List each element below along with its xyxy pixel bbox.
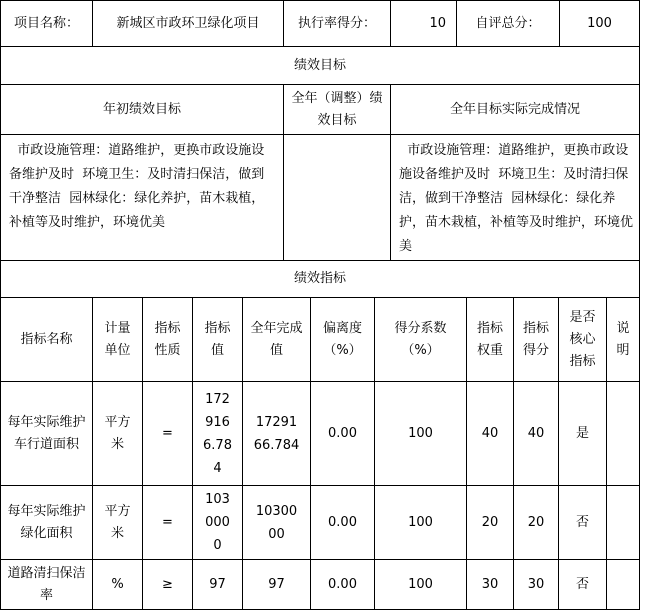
self-evaluation-label: 自评总分： bbox=[457, 0, 560, 47]
col-header-target-value: 指标值 bbox=[193, 298, 243, 382]
row2-nature: = bbox=[143, 486, 193, 560]
col-header-deviation: 偏离度（%） bbox=[311, 298, 375, 382]
adjusted-goal-header: 全年（调整）绩效目标 bbox=[284, 85, 391, 135]
row3-unit: % bbox=[93, 560, 143, 610]
row1-is-core: 是 bbox=[559, 382, 607, 486]
row2-weight: 20 bbox=[467, 486, 514, 560]
initial-goal-text: 市政设施管理：道路维护，更换市政设施设备维护及时 环境卫生：及时清扫保洁，做到干净整洁 园林绿化：绿化养护，苗木栽植，补植等及时维护，环境优美 bbox=[0, 135, 284, 261]
adjusted-goal-text bbox=[284, 135, 391, 261]
row2-is-core: 否 bbox=[559, 486, 607, 560]
row3-notes bbox=[607, 560, 640, 610]
row1-score: 40 bbox=[514, 382, 559, 486]
row3-weight: 30 bbox=[467, 560, 514, 610]
row1-weight: 40 bbox=[467, 382, 514, 486]
row2-score: 20 bbox=[514, 486, 559, 560]
row3-score: 30 bbox=[514, 560, 559, 610]
execution-rate-label: 执行率得分： bbox=[284, 0, 391, 47]
execution-rate-value: 10 bbox=[391, 0, 457, 47]
row3-nature: ≥ bbox=[143, 560, 193, 610]
row2-actual-value: 1030000 bbox=[243, 486, 311, 560]
row2-indicator-name: 每年实际维护绿化面积 bbox=[0, 486, 93, 560]
col-header-score: 指标得分 bbox=[514, 298, 559, 382]
goals-section-title: 绩效目标 bbox=[0, 47, 640, 85]
col-header-score-coefficient: 得分系数（%） bbox=[375, 298, 467, 382]
row1-nature: = bbox=[143, 382, 193, 486]
row1-actual-value: 1729166.784 bbox=[243, 382, 311, 486]
row3-actual-value: 97 bbox=[243, 560, 311, 610]
project-name-label: 项目名称： bbox=[0, 0, 93, 47]
col-header-is-core: 是否核心指标 bbox=[559, 298, 607, 382]
row3-deviation: 0.00 bbox=[311, 560, 375, 610]
row2-score-coefficient: 100 bbox=[375, 486, 467, 560]
col-header-notes: 说明 bbox=[607, 298, 640, 382]
col-header-weight: 指标权重 bbox=[467, 298, 514, 382]
row3-score-coefficient: 100 bbox=[375, 560, 467, 610]
row1-target-value: 1729166.784 bbox=[193, 382, 243, 486]
row1-score-coefficient: 100 bbox=[375, 382, 467, 486]
indicators-section-title: 绩效指标 bbox=[0, 261, 640, 298]
row1-unit: 平方米 bbox=[93, 382, 143, 486]
actual-completion-text: 市政设施管理：道路维护，更换市政设施设备维护及时 环境卫生：及时清扫保洁，做到干净整洁 园林绿化：绿化养护，苗木栽植，补植等及时维护，环境优美 bbox=[391, 135, 640, 261]
row2-notes bbox=[607, 486, 640, 560]
row2-target-value: 1030000 bbox=[193, 486, 243, 560]
self-evaluation-value: 100 bbox=[560, 0, 640, 47]
row1-notes bbox=[607, 382, 640, 486]
col-header-nature: 指标性质 bbox=[143, 298, 193, 382]
row1-deviation: 0.00 bbox=[311, 382, 375, 486]
row1-indicator-name: 每年实际维护车行道面积 bbox=[0, 382, 93, 486]
actual-completion-header: 全年目标实际完成情况 bbox=[391, 85, 640, 135]
col-header-actual-value: 全年完成值 bbox=[243, 298, 311, 382]
row3-target-value: 97 bbox=[193, 560, 243, 610]
col-header-indicator-name: 指标名称 bbox=[0, 298, 93, 382]
col-header-unit: 计量单位 bbox=[93, 298, 143, 382]
row2-unit: 平方米 bbox=[93, 486, 143, 560]
project-name-value: 新城区市政环卫绿化项目 bbox=[93, 0, 284, 47]
initial-goal-header: 年初绩效目标 bbox=[0, 85, 284, 135]
row2-deviation: 0.00 bbox=[311, 486, 375, 560]
row3-indicator-name: 道路清扫保洁率 bbox=[0, 560, 93, 610]
row3-is-core: 否 bbox=[559, 560, 607, 610]
